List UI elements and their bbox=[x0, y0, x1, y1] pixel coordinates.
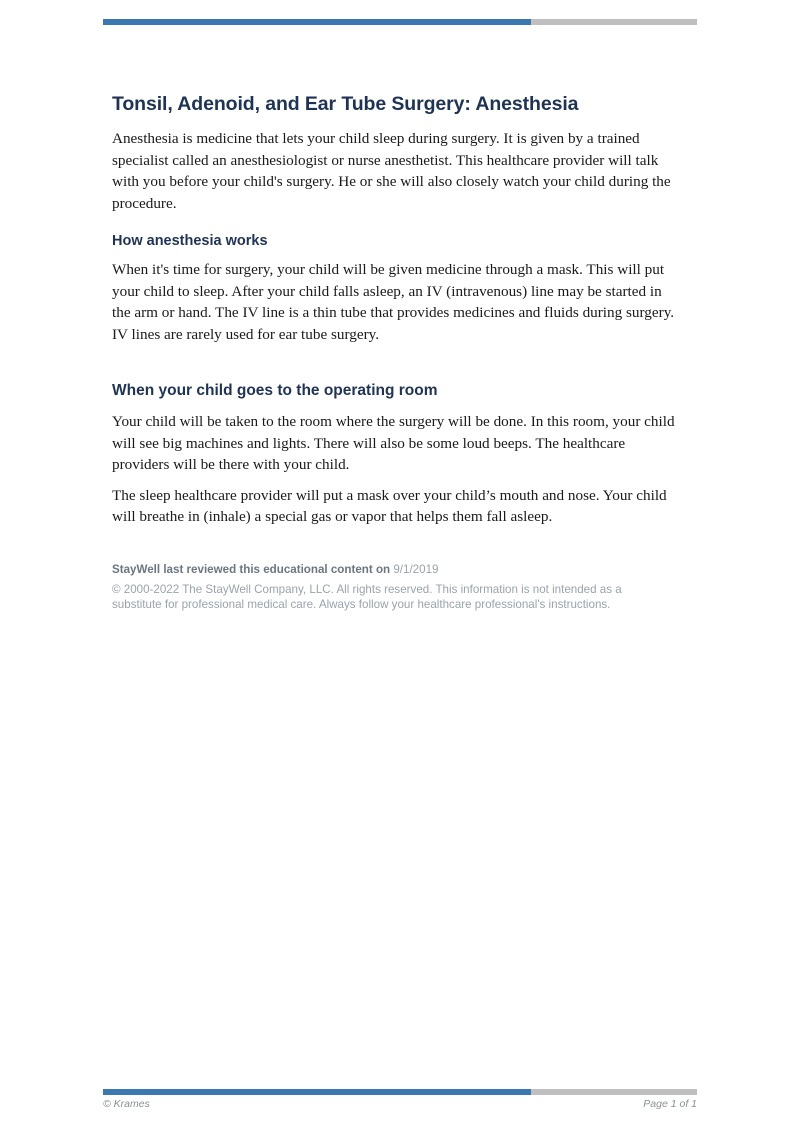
section-paragraph: Your child will be taken to the room where the surgery will be done. In this room, your child will see big machines and lights. There will also be some loud beeps. The healthcare providers will be there with your child. bbox=[112, 413, 675, 473]
last-reviewed-label: StayWell last reviewed this educational content on bbox=[112, 562, 391, 576]
document-content bbox=[112, 92, 678, 613]
page-footer bbox=[103, 1098, 697, 1110]
section-paragraph: The sleep healthcare provider will put a mask over your child’s mouth and nose. Your child will breathe in (inhale) a special gas or vapor that helps them fall asleep. bbox=[112, 486, 667, 525]
section-heading-how-anesthesia-works: How anesthesia works bbox=[112, 233, 268, 249]
page-title: Tonsil, Adenoid, and Ear Tube Surgery: Anesthesia bbox=[112, 93, 579, 115]
attribution-block bbox=[112, 562, 678, 613]
footer-page-number: Page 1 of 1 bbox=[643, 1098, 697, 1110]
rule-gray-segment bbox=[531, 1089, 697, 1095]
last-reviewed-line bbox=[112, 562, 678, 578]
section-heading-operating-room: When your child goes to the operating room bbox=[112, 382, 438, 399]
rule-blue-segment bbox=[103, 19, 531, 25]
last-reviewed-date: 9/1/2019 bbox=[393, 562, 439, 576]
rule-gray-segment bbox=[531, 19, 697, 25]
footer-copyright: © Krames bbox=[103, 1098, 150, 1110]
intro-paragraph: Anesthesia is medicine that lets your child sleep during surgery. It is given by a trained specialist called an anesthesiologist or nurse anesthetist. This healthcare provider will talk with you before your child's surgery. He or she will also closely watch your child during the procedure. bbox=[112, 130, 671, 212]
legal-disclaimer: © 2000-2022 The StayWell Company, LLC. All rights reserved. This information is not intended as a substitute for professional medical care. Always follow your healthcare professional's instructions. bbox=[112, 582, 622, 611]
bottom-progress-rule bbox=[103, 1089, 697, 1095]
section-paragraph: When it's time for surgery, your child will be given medicine through a mask. This will put your child to sleep. After your child falls asleep, an IV (intravenous) line may be started in the arm or hand. The IV line is a thin tube that provides medicines and fluids during surgery. IV lines are rarely used for ear tube surgery. bbox=[112, 261, 675, 343]
rule-blue-segment bbox=[103, 1089, 531, 1095]
top-progress-rule bbox=[103, 19, 697, 25]
